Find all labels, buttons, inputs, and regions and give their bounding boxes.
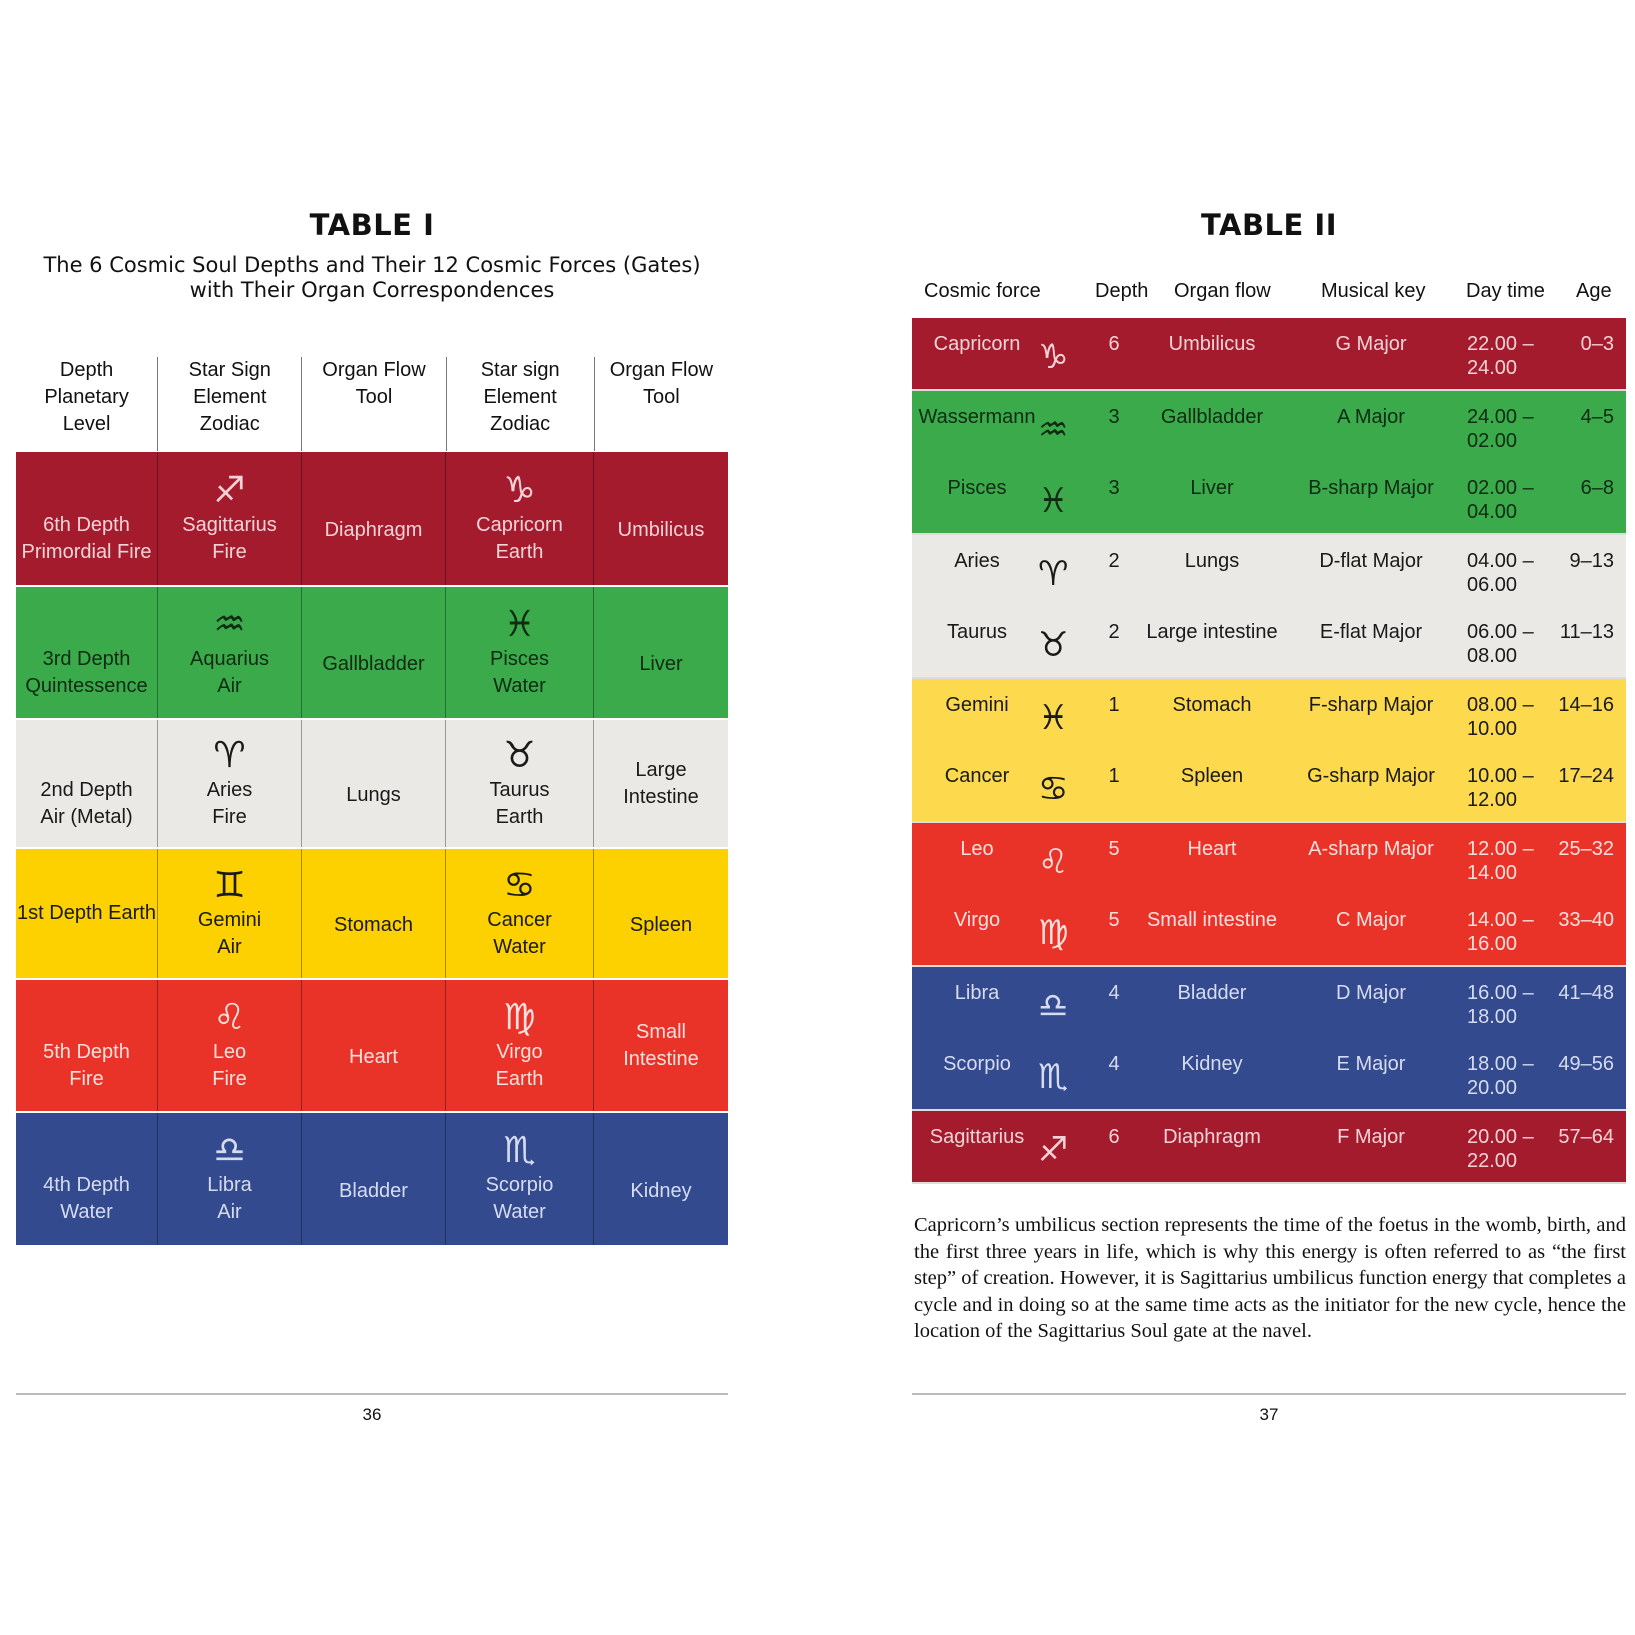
depth-cell [16, 1113, 158, 1245]
organ-cell [594, 720, 728, 847]
cell-text: Primordial Fire [21, 540, 152, 563]
organ-flow-value: Kidney [1181, 1053, 1243, 1075]
depth-cell [16, 587, 158, 718]
day-time-start: 02.00 – [1467, 477, 1534, 499]
day-time-end: 14.00 [1467, 862, 1518, 884]
cancer-zodiac-icon: ♋ [1038, 769, 1069, 809]
cosmic-force-name: Cancer [944, 765, 1010, 787]
table-i-header [16, 357, 728, 451]
table-i-subtitle-line1: The 6 Cosmic Soul Depths and Their 12 Cosmic Forces (Gates) [43, 253, 701, 277]
cell-text: Small [635, 1020, 686, 1043]
star-sign-cell [446, 980, 594, 1111]
cell-text: Gallbladder [322, 653, 425, 675]
aquarius-zodiac-icon: ♒ [213, 603, 246, 645]
day-time-end: 12.00 [1467, 789, 1518, 811]
day-time-end: 16.00 [1467, 933, 1518, 955]
musical-key-value: C Major [1335, 909, 1406, 931]
day-time-end: 18.00 [1467, 1006, 1518, 1028]
table-row [16, 587, 728, 720]
header-line: Organ Flow [322, 359, 426, 381]
capricorn-zodiac-icon: ♑ [503, 469, 536, 511]
cell-text: Intestine [623, 785, 699, 808]
star-sign-cell [446, 849, 594, 978]
wassermann-zodiac-icon: ♒ [1038, 410, 1069, 450]
table-row [912, 750, 1626, 821]
cosmic-force-name: Sagittarius [929, 1126, 1025, 1148]
header-line: Element [193, 386, 267, 408]
sign-element: Water [493, 1201, 546, 1223]
table-row [16, 980, 728, 1113]
virgo-zodiac-icon: ♍ [1038, 913, 1069, 953]
table-row [912, 535, 1626, 606]
leo-zodiac-icon: ♌ [213, 996, 246, 1038]
sign-name: Aries [206, 778, 253, 801]
musical-key-value: B-sharp Major [1308, 477, 1434, 499]
cosmic-force-name: Virgo [953, 909, 1001, 931]
organ-flow-value: Small intestine [1146, 909, 1278, 931]
organ-flow-value: Bladder [1177, 982, 1247, 1004]
pisces-zodiac-icon: ♓ [1038, 481, 1069, 521]
day-time-start: 06.00 – [1467, 621, 1534, 643]
cell-text: 3rd Depth [42, 647, 131, 670]
cosmic-force-name: Pisces [947, 477, 1007, 499]
day-time-start: 20.00 – [1467, 1126, 1534, 1148]
age-value: 14–16 [1558, 694, 1614, 716]
organ-flow-value: Large intestine [1146, 621, 1278, 643]
age-value: 0–3 [1580, 333, 1614, 355]
cell-text: Diaphragm [324, 519, 423, 541]
scorpio-zodiac-icon: ♏ [503, 1130, 536, 1171]
star-sign-cell [158, 980, 302, 1111]
star-sign-cell [158, 849, 302, 978]
cell-text: Intestine [623, 1047, 699, 1070]
day-time-start: 22.00 – [1467, 333, 1534, 355]
libra-zodiac-icon: ♎ [213, 1130, 246, 1171]
header-line: Level [62, 413, 111, 435]
libra-zodiac-icon: ♎ [1038, 986, 1069, 1026]
table-ii-body [912, 318, 1626, 1184]
sign-element: Air [217, 1201, 242, 1223]
table-row [912, 1111, 1626, 1182]
day-time-end: 20.00 [1467, 1077, 1518, 1099]
organ-flow-value: Gallbladder [1160, 406, 1264, 428]
table-i-body [16, 452, 728, 1247]
cosmic-force-name: Taurus [946, 621, 1008, 643]
cell-text: 6th Depth [43, 513, 130, 536]
taurus-zodiac-icon: ♉ [503, 734, 536, 776]
age-value: 17–24 [1558, 765, 1614, 787]
day-time-start: 04.00 – [1467, 550, 1534, 572]
header-line: Depth [59, 359, 114, 381]
depth-value: 3 [1108, 477, 1120, 499]
gemini-zodiac-icon: ♊ [213, 864, 246, 906]
cell-text: Liver [639, 653, 683, 675]
gemini-zodiac-icon: ♓ [1038, 698, 1069, 738]
header-line: Zodiac [199, 413, 260, 435]
table-row [16, 849, 728, 980]
star-sign-cell [446, 1113, 594, 1245]
table-row [16, 1113, 728, 1247]
age-value: 11–13 [1559, 621, 1614, 643]
scorpio-zodiac-icon: ♏ [1038, 1057, 1069, 1097]
table-i-header-cell [595, 357, 728, 451]
sign-name: Leo [212, 1040, 247, 1063]
organ-cell [594, 980, 728, 1111]
header-line: Organ Flow [609, 359, 714, 381]
cosmic-force-name: Scorpio [943, 1053, 1011, 1075]
cell-text: Bladder [339, 1179, 408, 1202]
pisces-zodiac-icon: ♓ [503, 603, 536, 645]
depth-value: 3 [1108, 406, 1120, 428]
day-time-start: 18.00 – [1467, 1053, 1534, 1075]
virgo-zodiac-icon: ♍ [503, 996, 536, 1038]
table-row [912, 391, 1626, 462]
header-age: Age [1576, 280, 1612, 302]
organ-cell [594, 452, 728, 585]
organ-flow-value: Umbilicus [1168, 333, 1256, 355]
day-time-start: 14.00 – [1467, 909, 1534, 931]
page-number: 37 [1259, 1405, 1279, 1424]
day-time-end: 24.00 [1467, 357, 1518, 379]
day-time-start: 12.00 – [1467, 838, 1534, 860]
table-row [912, 1038, 1626, 1109]
left-page [16, 0, 728, 1635]
sign-name: Sagittarius [182, 513, 277, 536]
table-i-subtitle-line2: with Their Organ Correspondences [189, 278, 555, 302]
cell-text: 2nd Depth [40, 778, 133, 801]
cell-text: Air (Metal) [40, 805, 133, 828]
age-value: 33–40 [1558, 909, 1614, 931]
cell-text: 1st Depth Earth [17, 902, 156, 924]
cell-text: Kidney [630, 1179, 692, 1202]
cell-text: Large [635, 758, 687, 781]
table-row [912, 894, 1626, 965]
organ-flow-value: Heart [1187, 838, 1237, 860]
organ-cell [302, 587, 446, 718]
aries-zodiac-icon: ♈ [1038, 554, 1069, 594]
depth-value: 6 [1108, 1126, 1120, 1148]
header-line: Planetary [44, 386, 129, 408]
organ-cell [302, 452, 446, 585]
sign-element: Fire [212, 540, 247, 563]
day-time-end: 04.00 [1467, 501, 1518, 523]
cell-text: 4th Depth [43, 1174, 130, 1196]
musical-key-value: D Major [1335, 982, 1406, 1004]
depth-value: 4 [1108, 1053, 1120, 1075]
depth-value: 5 [1108, 909, 1120, 931]
cosmic-force-name: Capricorn [933, 333, 1021, 355]
header-line: Zodiac [490, 413, 551, 435]
depth-cell [16, 980, 158, 1111]
cell-text: Fire [69, 1067, 104, 1090]
depth-cell [16, 720, 158, 847]
organ-cell [594, 849, 728, 978]
musical-key-value: A-sharp Major [1308, 838, 1434, 860]
sign-element: Water [493, 935, 546, 958]
cosmic-force-name: Wassermann [918, 406, 1036, 428]
cell-text: Umbilicus [617, 519, 705, 541]
depth-value: 1 [1108, 694, 1120, 716]
cancer-zodiac-icon: ♋ [503, 864, 536, 906]
depth-cell [16, 849, 158, 978]
table-i-header-cell [158, 357, 302, 451]
organ-flow-value: Liver [1190, 477, 1234, 499]
depth-value: 5 [1108, 838, 1120, 860]
age-value: 9–13 [1569, 550, 1614, 572]
cell-text: Heart [349, 1046, 398, 1068]
taurus-zodiac-icon: ♉ [1038, 625, 1069, 665]
sign-element: Earth [495, 1067, 544, 1090]
age-value: 25–32 [1558, 838, 1614, 860]
cosmic-force-name: Gemini [945, 694, 1009, 716]
table-ii-title: TABLE II [1200, 208, 1338, 242]
header-organ-flow: Organ flow [1174, 280, 1271, 302]
depth-cell [16, 452, 158, 585]
table-i-header-cell [16, 357, 158, 451]
star-sign-cell [158, 720, 302, 847]
header-day-time: Day time [1466, 280, 1545, 302]
star-sign-cell [446, 720, 594, 847]
organ-flow-value: Stomach [1172, 694, 1252, 716]
musical-key-value: G Major [1335, 333, 1407, 355]
day-time-start: 24.00 – [1467, 406, 1534, 428]
sign-element: Earth [495, 805, 544, 828]
cell-text: Stomach [334, 914, 413, 936]
table-row [912, 823, 1626, 894]
header-cosmic-force: Cosmic force [924, 280, 1041, 302]
right-page [912, 0, 1626, 1635]
header-musical-key: Musical key [1321, 280, 1426, 302]
cosmic-force-name: Leo [960, 838, 994, 860]
sign-element: Air [217, 935, 242, 958]
organ-flow-value: Spleen [1180, 765, 1244, 787]
table-row [16, 720, 728, 849]
table-row [912, 318, 1626, 389]
table-group [912, 823, 1626, 967]
cell-text: Quintessence [25, 674, 148, 697]
star-sign-cell [446, 587, 594, 718]
musical-key-value: A Major [1337, 406, 1405, 428]
sagittarius-zodiac-icon: ♐ [213, 469, 246, 511]
day-time-start: 10.00 – [1467, 765, 1534, 787]
table-row [912, 679, 1626, 750]
footer-rule [16, 1393, 728, 1395]
day-time-end: 02.00 [1467, 430, 1518, 452]
footer-rule [912, 1393, 1626, 1395]
day-time-end: 10.00 [1467, 718, 1518, 740]
header-line: Star Sign [188, 359, 271, 381]
age-value: 4–5 [1580, 406, 1614, 428]
day-time-end: 08.00 [1467, 645, 1518, 667]
organ-flow-value: Lungs [1184, 550, 1240, 572]
leo-zodiac-icon: ♌ [1038, 842, 1069, 882]
sign-name: Libra [207, 1174, 252, 1196]
table-i-header-cell [302, 357, 446, 451]
day-time-end: 22.00 [1467, 1150, 1518, 1172]
header-depth: Depth [1095, 280, 1149, 302]
organ-cell [302, 980, 446, 1111]
star-sign-cell [158, 587, 302, 718]
sign-name: Scorpio [485, 1174, 554, 1196]
star-sign-cell [446, 452, 594, 585]
age-value: 6–8 [1580, 477, 1614, 499]
organ-cell [302, 1113, 446, 1245]
sign-name: Pisces [490, 647, 549, 670]
musical-key-value: D-flat Major [1319, 550, 1423, 572]
sign-element: Fire [212, 1067, 247, 1090]
table-group [912, 967, 1626, 1111]
table-group [912, 391, 1626, 535]
organ-cell [594, 1113, 728, 1245]
capricorn-zodiac-icon: ♑ [1038, 337, 1069, 377]
sign-name: Gemini [197, 908, 262, 931]
depth-value: 1 [1108, 765, 1120, 787]
table-i-header-cell [447, 357, 595, 451]
day-time-start: 16.00 – [1467, 982, 1534, 1004]
header-line: Star sign [480, 359, 560, 381]
table-row [912, 967, 1626, 1038]
table-ii-header [912, 272, 1626, 312]
sign-element: Water [493, 674, 546, 697]
age-value: 49–56 [1558, 1053, 1614, 1075]
organ-cell [302, 720, 446, 847]
body-paragraph: Capricorn’s umbilicus section represents the time of the foetus in the womb, birth, and the first three years in life, which is why this energy is often referred to as “the first step” of creation. However, it is Sagittarius umbilicus function energy that completes a cycle and in doing so at the same time acts as the initiator for the new cycle, hence the location of the Sagittarius Soul gate at the navel. [914, 1214, 1626, 1342]
page-number: 36 [362, 1405, 382, 1424]
depth-value: 4 [1108, 982, 1120, 1004]
day-time-end: 06.00 [1467, 574, 1518, 596]
sign-name: Aquarius [190, 647, 269, 670]
sagittarius-zodiac-icon: ♐ [1038, 1130, 1069, 1170]
organ-cell [302, 849, 446, 978]
sign-element: Earth [495, 540, 544, 563]
organ-flow-value: Diaphragm [1163, 1126, 1261, 1148]
sign-name: Virgo [496, 1040, 543, 1063]
table-group [912, 679, 1626, 823]
cosmic-force-name: Aries [954, 550, 1000, 572]
sign-name: Taurus [489, 778, 550, 801]
table-group [912, 1111, 1626, 1184]
sign-element: Fire [212, 805, 247, 828]
sign-element: Air [217, 674, 242, 697]
table-group [912, 318, 1626, 391]
table-i-title: TABLE I [309, 208, 435, 242]
depth-value: 2 [1108, 621, 1120, 643]
table-row [912, 462, 1626, 533]
cosmic-force-name: Libra [954, 982, 1000, 1004]
cell-text: Lungs [346, 784, 401, 806]
table-row [16, 452, 728, 587]
star-sign-cell [158, 1113, 302, 1245]
depth-value: 6 [1108, 333, 1120, 355]
cell-text: 5th Depth [43, 1040, 130, 1063]
cell-text: Spleen [629, 914, 693, 936]
header-line: Tool [355, 386, 393, 408]
depth-value: 2 [1108, 550, 1120, 572]
musical-key-value: G-sharp Major [1307, 765, 1435, 787]
musical-key-value: F-sharp Major [1308, 694, 1434, 716]
header-line: Tool [643, 386, 680, 408]
aries-zodiac-icon: ♈ [213, 734, 246, 776]
table-group [912, 535, 1626, 679]
sign-name: Capricorn [476, 513, 563, 536]
star-sign-cell [158, 452, 302, 585]
musical-key-value: F Major [1337, 1126, 1405, 1148]
cell-text: Water [60, 1201, 113, 1223]
age-value: 41–48 [1558, 982, 1614, 1004]
age-value: 57–64 [1558, 1126, 1614, 1148]
sign-name: Cancer [487, 908, 552, 931]
header-line: Element [483, 386, 557, 408]
day-time-start: 08.00 – [1467, 694, 1534, 716]
musical-key-value: E Major [1336, 1053, 1406, 1075]
table-row [912, 606, 1626, 677]
organ-cell [594, 587, 728, 718]
musical-key-value: E-flat Major [1319, 621, 1423, 643]
